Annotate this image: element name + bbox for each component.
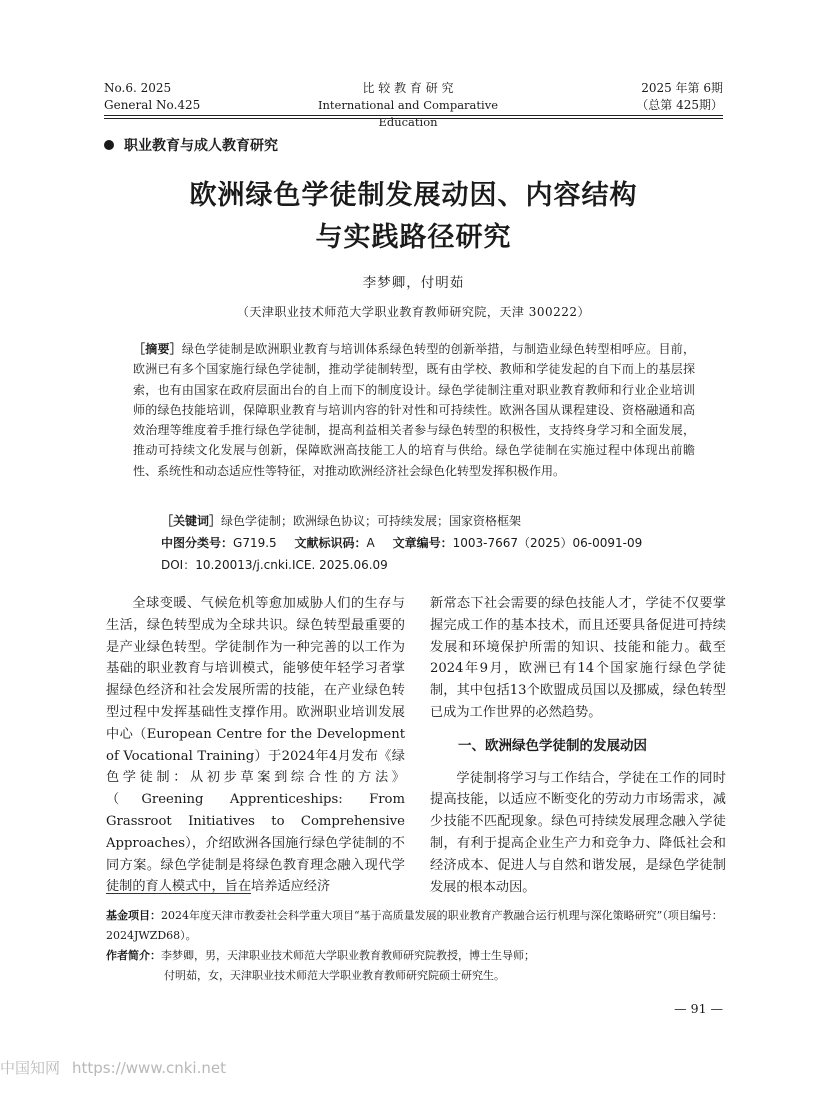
section-title: 职业教育与成人教育研究 (124, 138, 278, 154)
issue-number: No.6. 2025 (104, 81, 172, 95)
author-1: 李梦卿，男，天津职业技术师范大学职业教育教师研究院教授，博士生导师； (161, 949, 535, 962)
journal-title-cn: 比 较 教 育 研 究 (362, 81, 454, 95)
abstract-label: ［摘要］ (133, 342, 182, 356)
author-2: 付明茹，女，天津职业技术师范大学职业教育教师研究院硕士研究生。 (164, 969, 505, 982)
fund-label: 基金项目： (106, 909, 161, 922)
body-paragraph-continued: 新常态下社会需要的绿色技能人才，学徒不仅要掌握完成工作的基本技术，而且还要具备促进可持续发展和环境保护所需的知识、技能和能力。截至2024年9月，欧洲已有14个国家施行绿色学徒制，其中包括13个欧盟成员国以及挪威，绿色转型已成为工作世界的必然趋势。 (430, 596, 726, 720)
keywords-label: ［关键词］ (161, 514, 222, 528)
watermark (0, 1057, 226, 1078)
clc-label: 中图分类号： (161, 536, 234, 550)
page-number: — 91 — (674, 1001, 723, 1016)
footnotes (106, 906, 723, 986)
running-header-center (300, 80, 516, 131)
classification-line (161, 534, 642, 551)
section-heading-1: 一、欧洲绿色学徒制的发展动因 (458, 737, 647, 754)
running-header-left (104, 80, 200, 114)
journal-title-en: International and Comparative Education (317, 98, 499, 129)
article-number-value: 1003-7667（2025）06-0091-09 (452, 536, 643, 550)
body-paragraph: 学徒制将学习与工作结合，学徒在工作的同时提高技能，以适应不断变化的劳动力市场需求，减少技能不匹配现象。绿色可持续发展理念融入学徒制，有利于提高企业生产力和竞争力、降低社会和经济成本、促进人与自然和谐发展，是绿色学徒制发展的根本动因。 (430, 770, 726, 895)
article-title (104, 175, 723, 259)
header-rule-thick (104, 115, 723, 116)
article-number-label: 文章编号： (392, 536, 453, 550)
keywords (161, 512, 521, 529)
abstract (133, 339, 695, 481)
title-line-1: 欧洲绿色学徒制发展动因、内容结构 (189, 180, 638, 211)
doi: DOI：10.20013/j.cnki.ICE. 2025.06.09 (161, 558, 388, 572)
general-number: General No.425 (104, 98, 201, 112)
doc-code-value: A (366, 536, 375, 550)
watermark-url: https://www.cnki.net (72, 1059, 226, 1077)
body-column-left (106, 593, 405, 898)
body-column-right (430, 593, 726, 898)
title-line-2: 与实践路径研究 (315, 222, 512, 253)
section-label (104, 135, 278, 155)
footnote-rule (106, 893, 251, 894)
author-note (106, 946, 723, 966)
issue-total: （总第 425期） (636, 98, 723, 112)
affiliation: （天津职业技术师范大学职业教育教师研究院，天津 300222） (236, 305, 591, 319)
fund-text: 2024年度天津市教委社会科学重大项目“基于高质量发展的职业教育产教融合运行机理与深化策略研究”（项目编号：2024JWZD68）。 (106, 909, 723, 942)
header-rule-thin (104, 118, 723, 119)
abstract-text: 绿色学徒制是欧洲职业教育与培训体系绿色转型的创新举措，与制造业绿色转型相呼应。目前，欧洲已有多个国家施行绿色学徒制，推动学徒制转型，既有由学校、教师和学徒发起的自下而上的基层探索，也有由国家在政府层面出台的自上而下的制度设计。绿色学徒制注重对职业教育教师和行业企业培训师的绿色技能培训，保障职业教育与培训内容的针对性和可持续性。欧洲各国从课程建设、资格融通和高效治理等维度着手推行绿色学徒制，提高利益相关者参与绿色转型的积极性，支持终身学习和全面发展，推动可持续文化发展与创新，保障欧洲高技能工人的培育与供给。绿色学徒制在实施过程中体现出前瞻性、系统性和动态适应性等特征，对推动欧洲经济社会绿色化转型发挥积极作用。 (133, 342, 695, 478)
bullet-icon (104, 140, 114, 150)
author-label: 作者简介： (106, 949, 161, 962)
body-paragraph: 全球变暖、气候危机等愈加威胁人们的生存与生活，绿色转型成为全球共识。绿色转型最重要的是产业绿色转型。学徒制作为一种完善的以工作为基础的职业教育与培训模式，能够使年轻学习者掌握绿色经济和社会发展所需的技能，在产业绿色转型过程中发挥基础性支撑作用。欧洲职业培训发展中心（European Centre for the Development of Vocational Training）于2024年4月发布《绿色学徒制：从初步草案到综合性的方法》（Greening Apprenticeships: From Grassroot Initiatives to Comprehensive Approaches），介绍欧洲各国施行绿色学徒制的不同方案。绿色学徒制是将绿色教育理念融入现代学徒制的育人模式中，旨在培养适应经济 (106, 596, 405, 895)
clc-value: G719.5 (233, 536, 277, 550)
watermark-site-name: 中国知网 (0, 1059, 61, 1077)
doc-code-label: 文献标识码： (294, 536, 367, 550)
fund-note (106, 906, 723, 946)
authors: 李梦卿，付明茹 (362, 275, 465, 291)
issue-year: 2025 年第 6期 (641, 81, 723, 95)
keywords-text: 绿色学徒制；欧洲绿色协议；可持续发展；国家资格框架 (221, 514, 522, 528)
running-header-right (636, 80, 723, 114)
